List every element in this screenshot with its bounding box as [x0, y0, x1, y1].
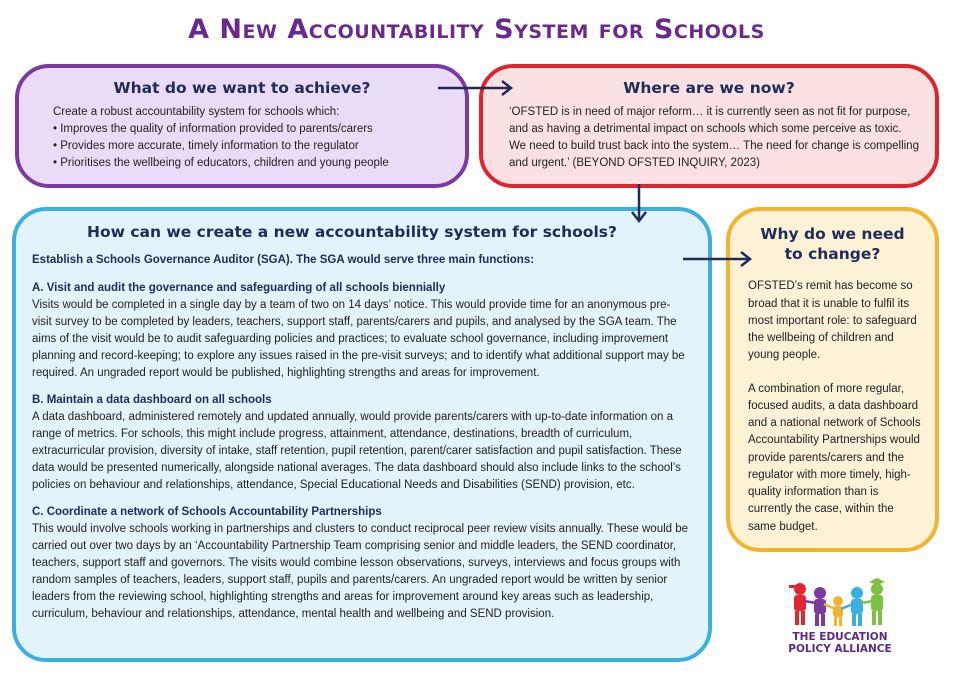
how-box: [12, 207, 712, 662]
why-paragraph-2: A combination of more regular, focused audits, a data dashboard and a national network of Schools Accountability Partnerships would provide parents/carers and the regulator with more timely, high-quality information than is currently the case, within the same budget.: [748, 382, 921, 533]
now-heading: Where are we now?: [623, 79, 795, 97]
why-heading-line1: Why do we need: [760, 225, 905, 243]
section-body: Visits would be completed in a single day by a team of two on 14 days’ notice. This would provide time for an anonymous pre-visit survey to be completed by leaders, teachers, support staff, parents/carers and pupils, and analysed by the SGA team. The aims of the visit would be to audit safeguarding policies and practices; to evaluate school governance, including improvement planning and record-keeping; to explore any issues raised in the pre-visit surveys; and to identify what additional support may be required. An ungraded report would be published, highlighting strengths and areas for improvement.: [32, 299, 685, 380]
how-section-a: [32, 280, 690, 382]
why-heading-line2: to change?: [784, 245, 881, 264]
why-heading: [750, 224, 915, 264]
section-title: C. Coordinate a network of Schools Accountability Partnerships: [32, 506, 382, 519]
now-box: [479, 64, 939, 188]
achieve-bullet: • Prioritises the wellbeing of educators, children and young people: [53, 155, 447, 172]
logo-line1: THE EDUCATION: [792, 631, 888, 643]
achieve-bullet: • Improves the quality of information provided to parents/carers: [53, 121, 447, 138]
section-body: This would involve schools working in partnerships and clusters to conduct reciprocal peer review visits annually. These would be carried out over two days by an ‘Accountability Partnership Team comprising senior and middle leaders, the SEND coordinator, teachers, support staff and governors. The visits would combine lesson observations, surveys, interviews and focus groups with random samples of teachers, leaders, support staff, pupils and parents/carers. An ungraded report would be written by senior leaders from the reviewing school, highlighting strengths and areas for improvement around key areas such as leadership, curriculum, behaviour and relationships, attendance, mental health and wellbeing and SEND provision.: [32, 523, 689, 621]
section-title: B. Maintain a data dashboard on all schools: [32, 394, 272, 407]
why-paragraph-1: OFSTED’s remit has become so broad that it is unable to fulfil its most important role: to safeguard the wellbeing of children and young people.: [748, 280, 917, 362]
how-heading: How can we create a new accountability system for schools?: [87, 223, 617, 241]
people-figures-icon: [780, 575, 900, 631]
section-title: A. Visit and audit the governance and safeguarding of all schools biennially: [32, 282, 446, 295]
achieve-intro: Create a robust accountability system for schools which:: [53, 106, 340, 118]
logo-text: [780, 631, 900, 655]
arrow-right-icon: [438, 80, 522, 96]
page-title: A New Accountability System for Schools: [188, 14, 765, 45]
achieve-bullet-list: [53, 121, 447, 172]
achieve-bullet: • Provides more accurate, timely information to the regulator: [53, 138, 447, 155]
logo-line2: POLICY ALLIANCE: [788, 643, 892, 656]
how-lead: Establish a Schools Governance Auditor (SGA). The SGA would serve three main functions:: [32, 254, 535, 266]
achieve-heading: What do we want to achieve?: [113, 79, 371, 97]
arrow-down-icon: [631, 184, 647, 230]
arrow-right-icon: [683, 251, 759, 267]
now-quote: ‘OFSTED is in need of major reform… it is currently seen as not fit for purpose, and as having a detrimental impact on schools which some perceive as toxic. We need to build trust back into the system… The need for change is compelling and urgent.’ (BEYOND OFSTED INQUIRY, 2023): [509, 106, 919, 170]
achieve-content: [53, 104, 447, 172]
education-policy-alliance-logo: [780, 575, 900, 665]
achieve-box: [15, 64, 469, 188]
section-body: A data dashboard, administered remotely and updated annually, would provide parents/carers with up-to-date information on a range of metrics. For schools, this might include progress, attainment, attendance, destinations, breadth of curriculum, extracurricular provision, diversity of intake, staff retention, pupil retention, parent/carer satisfaction and pupil satisfaction. These data would be presented numerically, alongside national averages. The data dashboard should also include links to the school’s policies on behaviour and relationships, attendance, Special Educational Needs and Disabilities (SEND) provision, etc.: [32, 411, 682, 492]
how-section-c: [32, 504, 690, 623]
how-section-b: [32, 392, 690, 494]
